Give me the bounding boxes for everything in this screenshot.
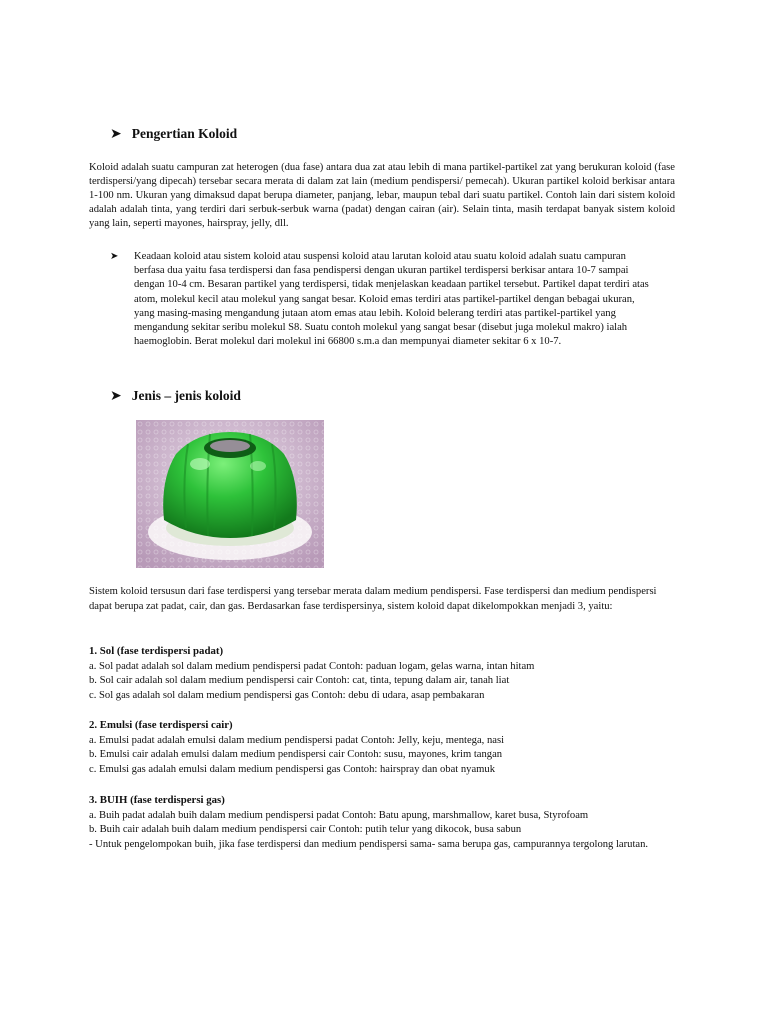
list-sol bbox=[89, 644, 679, 703]
section-heading-pengertian bbox=[110, 126, 237, 142]
jelly-illustration bbox=[136, 420, 324, 568]
list-item: a. Sol padat adalah sol dalam medium pendispersi padat Contoh: paduan logam, gelas warna, intan hitam bbox=[89, 660, 535, 672]
arrow-bullet-icon: ➤ bbox=[110, 126, 122, 142]
list-item: a. Emulsi padat adalah emulsi dalam medium pendispersi padat Contoh: Jelly, keju, mentega, nasi bbox=[89, 734, 505, 746]
list-item: b. Buih cair adalah buih dalam medium pendispersi cair Contoh: putih telur yang dikocok, busa sabun bbox=[89, 824, 522, 835]
list-item: c. Sol gas adalah sol dalam medium pendispersi gas Contoh: debu di udara, asap pembakaran bbox=[89, 689, 485, 701]
arrow-bullet-icon: ➤ bbox=[110, 251, 119, 262]
list-title: 1. Sol (fase terdispersi padat) bbox=[89, 645, 224, 657]
list-title: 2. Emulsi (fase terdispersi cair) bbox=[89, 719, 233, 731]
paragraph-intro: Sistem koloid tersusun dari fase terdispersi yang tersebar merata dalam medium pendispersi. Fase terdispersi dan medium pendispersi dapat berupa zat padat, cair, dan gas. Berdasarkan fase terdispersinya, sistem koloid dapat dikelompokkan menjadi 3, yaitu: bbox=[89, 586, 657, 612]
green-jelly-photo bbox=[136, 420, 324, 568]
list-item: b. Sol cair adalah sol dalam medium pendispersi cair Contoh: cat, tinta, tepung dalam air, tanah liat bbox=[89, 675, 510, 686]
list-item: b. Emulsi cair adalah emulsi dalam medium pendispersi cair Contoh: susu, mayones, krim tangan bbox=[89, 749, 503, 760]
list-title: 3. BUIH (fase terdispersi gas) bbox=[89, 794, 225, 806]
list-item: c. Emulsi gas adalah emulsi dalam medium pendispersi gas Contoh: hairspray dan obat nyamuk bbox=[89, 763, 496, 775]
heading-text: Jenis – jenis koloid bbox=[131, 388, 241, 403]
bullet-text: Keadaan koloid atau sistem koloid atau suspensi koloid atau larutan koloid atau suatu koloid adalah suatu campuran berfasa dua yaitu fasa terdispersi dan fasa pendispersi dengan ukuran partikel terdispersi berkisar antara 10-7 sampai dengan 10-4 cm. Besaran partikel yang terdispersi, tidak menjelaskan keadaan partikel tersebut. Partikel dapat terdiri atas atom, molekul kecil atau molekul yang sangat besar. Koloid emas terdiri atas partikel-partikel dengan bebagai ukuran, yang masing-masing mengandung jutaan atom emas atau lebih. Koloid belerang terdiri atas partikel-partikel yang mengandung sekitar seribu molekul S8. Suatu contoh molekul yang sangat besar (disebut juga molekul makro) ialah haemoglobin. Berat molekul dari molekul ini 66800 s.m.a dan mempunyai diameter sekitar 6 x 10-7. bbox=[134, 251, 649, 348]
list-item: a. Buih padat adalah buih dalam medium pendispersi padat Contoh: Batu apung, marshmallow, karet busa, Styrofoam bbox=[89, 809, 589, 821]
bullet-paragraph bbox=[110, 250, 650, 349]
arrow-bullet-icon: ➤ bbox=[110, 388, 122, 404]
heading-text: Pengertian Koloid bbox=[131, 126, 238, 141]
list-emulsi bbox=[89, 718, 679, 777]
list-buih bbox=[89, 793, 679, 852]
list-item: - Untuk pengelompokan buih, jika fase terdispersi dan medium pendispersi sama- sama berupa gas, campurannya tergolong larutan. bbox=[89, 838, 649, 850]
section-heading-jenis bbox=[110, 388, 241, 404]
paragraph-definition: Koloid adalah suatu campuran zat heterogen (dua fase) antara dua zat atau lebih di mana partikel-partikel zat yang berukuran koloid (fase terdispersi/yang dipecah) tersebar secara merata di dalam zat lain (medium pendispersi/ pemecah). Ukuran partikel koloid berkisar antara 1-100 nm. Ukuran yang dimaksud dapat berupa diameter, panjang, lebar, maupun tebal dari suatu partikel. Contoh lain dari sistem koloid adalah adalah tinta, yang terdiri dari serbuk-serbuk warna (padat) dengan cairan (air). Selain tinta, masih terdapat banyak sistem koloid yang lain, seperti mayones, hairspray, jelly, dll. bbox=[89, 162, 675, 229]
